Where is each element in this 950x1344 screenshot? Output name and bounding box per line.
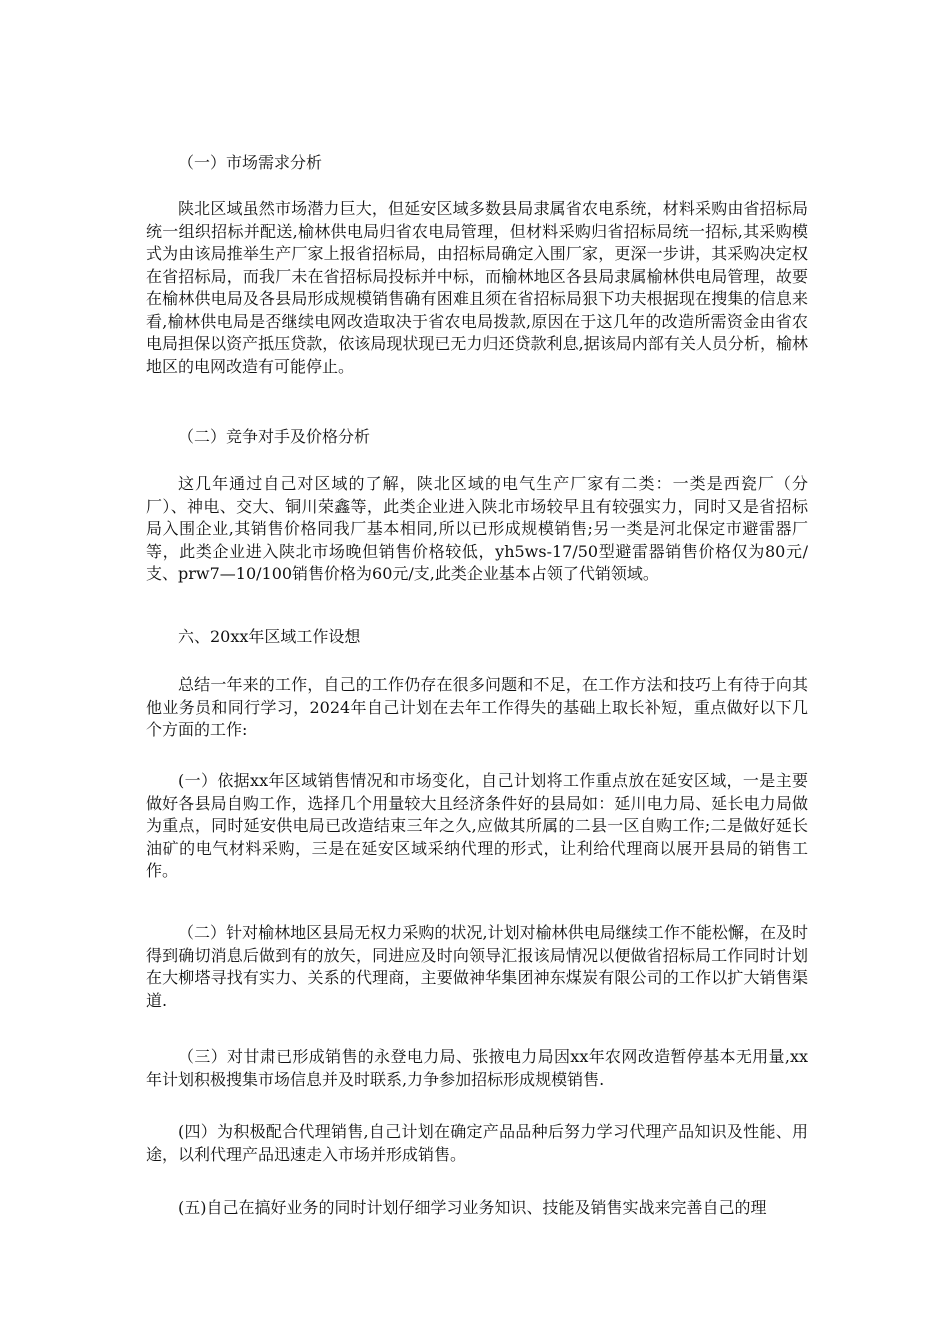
paragraph-plan-item-1: (一）依据xx年区域销售情况和市场变化，自己计划将工作重点放在延安区域，一是主要做好各县局自购工作，选择几个用量较大且经济条件好的县局如：延川电力局、延长电力局做为重点，同时延安供电局已改造结束三年之久,应做其所属的二县一区自购工作;二是做好延长油矿的电气材料采购，三是在延安区域采纳代理的形式，让利给代理商以展开县局的销售工作。 [146, 771, 808, 880]
section-heading-work-plan: 六、20xx年区域工作设想 [178, 627, 361, 646]
paragraph-plan-item-2: （二）针对榆林地区县局无权力采购的状况,计划对榆林供电局继续工作不能松懈，在及时得到确切消息后做到有的放矢，同进应及时向领导汇报该局情况以便做省招标局工作同时计划在大柳塔寻找有实力、关系的代理商，主要做神华集团神东煤炭有限公司的工作以扩大销售渠道. [146, 923, 808, 1010]
paragraph-plan-item-4: (四）为积极配合代理销售,自己计划在确定产品品种后努力学习代理产品知识及性能、用途，以利代理产品迅速走入市场并形成销售。 [146, 1122, 808, 1164]
paragraph-summary: 总结一年来的工作，自己的工作仍存在很多问题和不足，在工作方法和技巧上有待于向其他业务员和同行学习，2024年自己计划在去年工作得失的基础上取长补短，重点做好以下几个方面的工作: [146, 675, 808, 739]
paragraph-plan-item-3: （三）对甘肃已形成销售的永登电力局、张掖电力局因xx年农网改造暂停基本无用量,xx年计划积极搜集市场信息并及时联系,力争参加招标形成规模销售. [146, 1047, 808, 1089]
section-heading-competition: （二）竞争对手及价格分析 [178, 427, 371, 446]
paragraph-plan-item-5: (五)自己在搞好业务的同时计划仔细学习业务知识、技能及销售实战来完善自己的理 [178, 1198, 767, 1217]
paragraph-competition: 这几年通过自己对区域的了解，陕北区域的电气生产厂家有二类：一类是西瓷厂（分厂）、神电、交大、铜川荣鑫等，此类企业进入陕北市场较早且有较强实力，同时又是省招标局入围企业,其销售价格同我厂基本相同,所以已形成规模销售;另一类是河北保定市避雷器厂等，此类企业进入陕北市场晚但销售价格较低，yh5ws-17/50型避雷器销售价格仅为80元/支、prw7—10/100销售价格为60元/支,此类企业基本占领了代销领域。 [146, 474, 808, 583]
section-heading-market-demand: （一）市场需求分析 [178, 153, 323, 172]
paragraph-market-demand: 陕北区域虽然市场潜力巨大，但延安区域多数县局隶属省农电系统，材料采购由省招标局统一组织招标并配送,榆林供电局归省农电局管理，但材料采购归省招标局统一招标,其采购模式为由该局推举生产厂家上报省招标局，由招标局确定入围厂家，更深一步讲，其采购决定权在省招标局，而我厂未在省招标局投标并中标，而榆林地区各县局隶属榆林供电局管理，故要在榆林供电局及各县局形成规模销售确有困难且须在省招标局狠下功夫根据现在搜集的信息来看,榆林供电局是否继续电网改造取决于省农电局拨款,原因在于这几年的改造所需资金由省农电局担保以资产抵压贷款，依该局现状现已无力归还贷款利息,据该局内部有关人员分析，榆林地区的电网改造有可能停止。 [146, 199, 808, 376]
